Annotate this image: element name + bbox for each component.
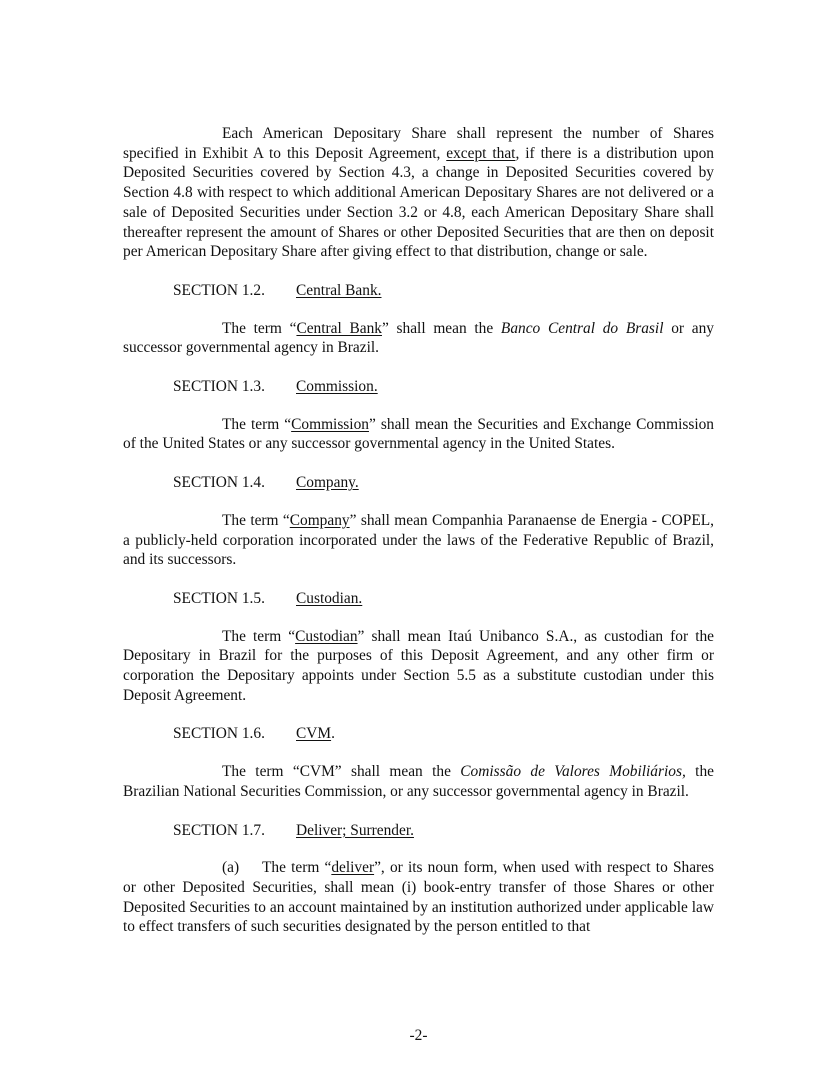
defined-term: Custodian: [295, 627, 358, 645]
intro-paragraph: Each American Depositary Share shall represent the number of Shares specified in Exhibit A to this Deposit Agreement, except that, if there is a distribution upon Deposited Securities covered by Section 4.3, a change in Deposited Securities covered by Section 4.8 with respect to which additional American Depositary Shares are not delivered or a sale of Deposited Securities under Section 3.2 or 4.8, each American Depositary Share shall thereafter represent the amount of Shares or other Deposited Securities that are then on deposit per American Depositary Share after giving effect to that distribution, change or sale.: [123, 125, 714, 261]
subsection-label: (a): [222, 859, 240, 877]
section-heading-1-3: SECTION 1.3. Commission.: [173, 378, 378, 396]
defined-term: deliver: [331, 859, 375, 877]
document-page: [123, 124, 714, 937]
section-heading-1-5: SECTION 1.5. Custodian.: [173, 589, 363, 607]
section-title: Deliver; Surrender.: [296, 821, 414, 839]
section-title: Custodian.: [296, 589, 363, 607]
section-body-1-4: The term “Company” shall mean Companhia Paranaense de Energia - COPEL, a publicly-held corporation incorporated under the laws of the Federative Republic of Brazil, and its successors.: [123, 511, 714, 569]
section-heading-1-2: SECTION 1.2. Central Bank.: [173, 281, 382, 299]
section-body-1-2: The term “Central Bank” shall mean the Banco Central do Brasil or any successor governmental agency in Brazil.: [123, 319, 714, 357]
section-title: CVM: [296, 725, 332, 743]
section-heading-1-4: SECTION 1.4. Company.: [173, 474, 359, 492]
section-title: Central Bank.: [296, 281, 382, 299]
section-body-1-6: The term “CVM” shall mean the Comissão de Valores Mobiliários, the Brazilian National Securities Commission, or any successor governmental agency in Brazil.: [123, 763, 714, 800]
section-heading-1-7: SECTION 1.7. Deliver; Surrender.: [173, 821, 414, 839]
defined-term: Company: [289, 511, 350, 529]
italic-term: Comissão de Valores Mobiliários,: [460, 763, 686, 781]
italic-term: Banco Central do Brasil: [500, 319, 664, 337]
section-body-1-7a: (a) The term “deliver”, or its noun form, when used with respect to Shares or other Deposited Securities, shall mean (i) book-entry transfer of those Shares or other Deposited Securities to an account maintained by an institution authorized under applicable law to effect transfers of such securities designated by the person entitled to that: [123, 859, 714, 936]
section-title: Commission.: [296, 378, 378, 396]
section-body-1-5: The term “Custodian” shall mean Itaú Unibanco S.A., as custodian for the Depositary in Brazil for the purposes of this Deposit Agreement, and any other firm or corporation the Depositary appoints under Section 5.5 as a substitute custodian under this Deposit Agreement.: [123, 627, 714, 704]
defined-term: Commission: [291, 415, 369, 433]
section-body-1-3: The term “Commission” shall mean the Securities and Exchange Commission of the United States or any successor governmental agency in the United States.: [123, 415, 714, 453]
section-title: Company.: [296, 474, 359, 492]
page-number: -2-: [409, 1027, 428, 1044]
section-heading-1-6: SECTION 1.6. CVM.: [173, 725, 335, 743]
emphasis-except-that: except that: [446, 144, 516, 162]
defined-term: Central Bank: [296, 319, 382, 337]
